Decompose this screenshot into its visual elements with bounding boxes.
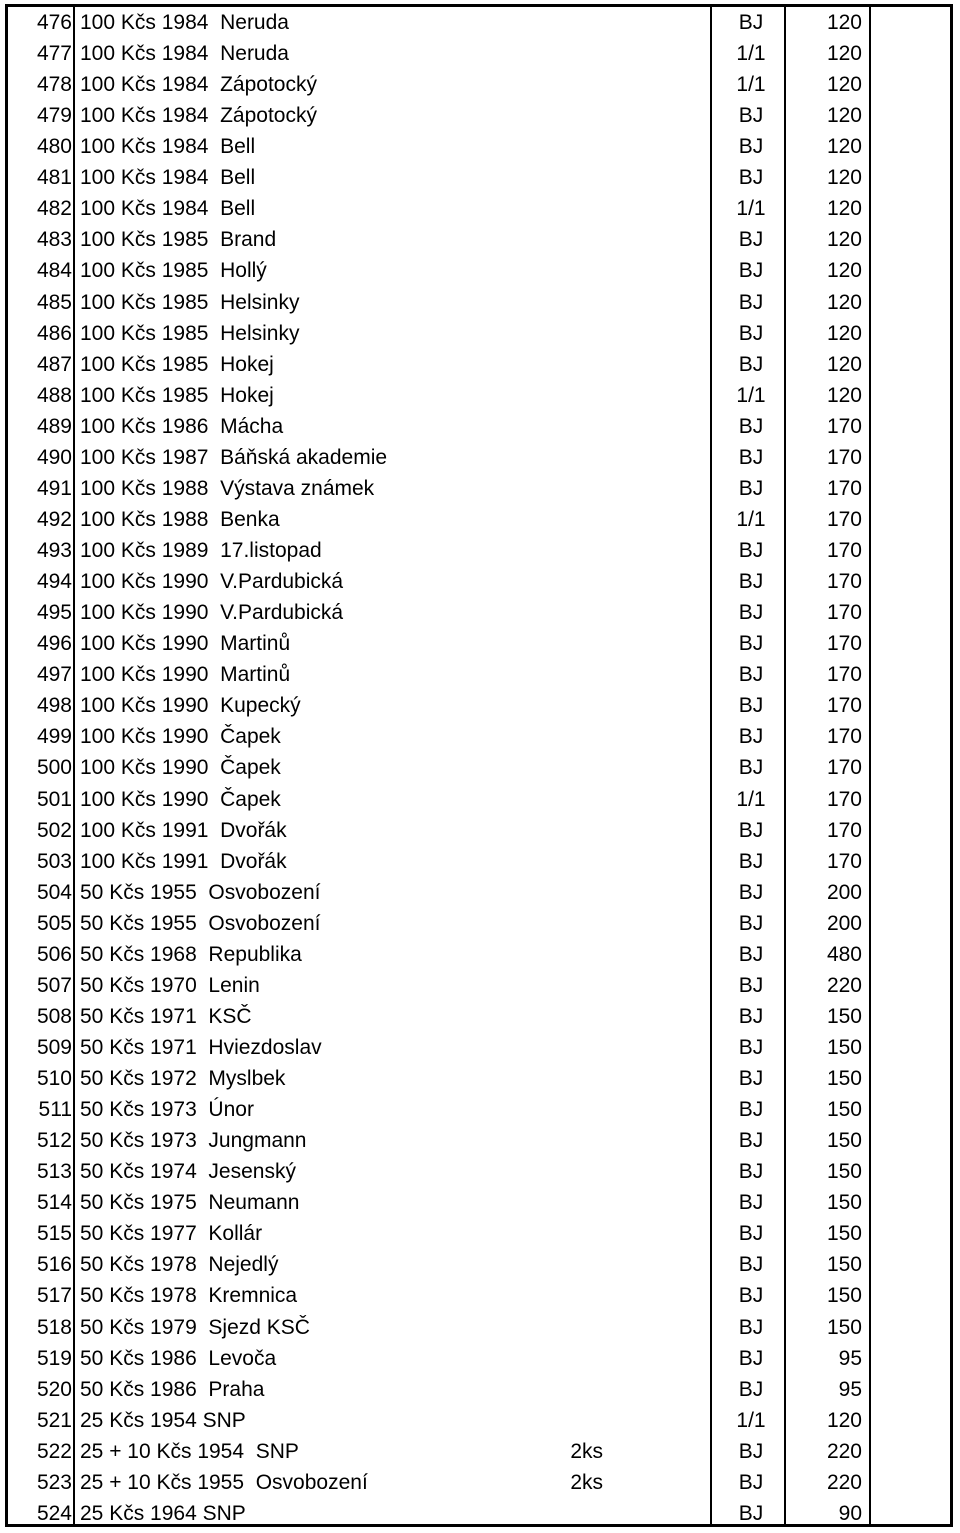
item-number: 512 bbox=[36, 1129, 72, 1153]
item-condition: BJ bbox=[738, 1222, 764, 1246]
item-description: 100 Kčs 1984 Neruda bbox=[80, 11, 289, 34]
item-number: 522 bbox=[36, 1439, 72, 1463]
item-description: 100 Kčs 1989 17.listopad bbox=[80, 539, 322, 563]
item-description: 100 Kčs 1984 Zápotocký bbox=[80, 73, 317, 97]
item-price: 150 bbox=[826, 1160, 862, 1184]
item-condition: 1/1 bbox=[736, 197, 766, 221]
table-row bbox=[8, 1218, 950, 1249]
table-row bbox=[8, 721, 950, 752]
item-price: 120 bbox=[826, 197, 862, 221]
table-row bbox=[8, 1467, 950, 1498]
item-condition: BJ bbox=[738, 414, 764, 438]
item-price: 120 bbox=[826, 166, 862, 190]
item-condition: BJ bbox=[738, 756, 764, 780]
table-row bbox=[8, 597, 950, 628]
item-number: 493 bbox=[36, 539, 72, 563]
item-description: 100 Kčs 1990 Kupecký bbox=[80, 694, 301, 718]
item-condition: BJ bbox=[738, 1004, 764, 1028]
item-description: 50 Kčs 1975 Neumann bbox=[80, 1191, 300, 1215]
item-number: 480 bbox=[36, 135, 72, 159]
table-row bbox=[8, 1001, 950, 1032]
table-row bbox=[8, 535, 950, 566]
table-row bbox=[8, 287, 950, 318]
item-price: 170 bbox=[826, 694, 862, 718]
item-number: 503 bbox=[36, 849, 72, 873]
table-row bbox=[8, 1405, 950, 1436]
item-price: 150 bbox=[826, 1222, 862, 1246]
item-condition: BJ bbox=[738, 942, 764, 966]
item-price: 150 bbox=[826, 1191, 862, 1215]
item-price: 150 bbox=[826, 1098, 862, 1122]
item-condition: BJ bbox=[738, 1439, 764, 1463]
item-description: 100 Kčs 1986 Mácha bbox=[80, 414, 284, 438]
item-condition: 1/1 bbox=[736, 507, 766, 531]
table-row bbox=[8, 349, 950, 380]
item-condition: BJ bbox=[738, 1067, 764, 1091]
item-description: 25 Kčs 1954 SNP bbox=[80, 1408, 246, 1432]
item-number: 502 bbox=[36, 818, 72, 842]
table-row bbox=[8, 877, 950, 908]
item-condition: BJ bbox=[738, 445, 764, 469]
item-condition: BJ bbox=[738, 663, 764, 687]
item-condition: 1/1 bbox=[736, 73, 766, 97]
table-row bbox=[8, 1187, 950, 1218]
item-description: 50 Kčs 1978 Kremnica bbox=[80, 1284, 298, 1308]
item-condition: BJ bbox=[738, 1098, 764, 1122]
item-number: 515 bbox=[36, 1222, 72, 1246]
table-row bbox=[8, 318, 950, 349]
item-condition: 1/1 bbox=[736, 787, 766, 811]
item-description: 50 Kčs 1973 Jungmann bbox=[80, 1129, 307, 1153]
item-price: 120 bbox=[826, 321, 862, 345]
item-description: 100 Kčs 1990 Čapek bbox=[80, 756, 281, 780]
item-price: 170 bbox=[826, 787, 862, 811]
item-description: 100 Kčs 1988 Výstava známek bbox=[80, 476, 375, 500]
item-description: 100 Kčs 1985 Brand bbox=[80, 228, 277, 252]
item-number: 487 bbox=[36, 352, 72, 376]
item-condition: BJ bbox=[738, 321, 764, 345]
item-number: 479 bbox=[36, 104, 72, 128]
item-price: 150 bbox=[826, 1315, 862, 1339]
table-row bbox=[8, 1094, 950, 1125]
item-number: 506 bbox=[36, 942, 72, 966]
item-condition: BJ bbox=[738, 166, 764, 190]
item-description: 100 Kčs 1984 Bell bbox=[80, 135, 256, 159]
item-number: 509 bbox=[36, 1035, 72, 1059]
table-row bbox=[8, 784, 950, 815]
item-description: 100 Kčs 1988 Benka bbox=[80, 507, 280, 531]
item-description: 100 Kčs 1990 V.Pardubická bbox=[80, 570, 344, 594]
item-description: 100 Kčs 1990 Čapek bbox=[80, 787, 281, 811]
table-row bbox=[8, 908, 950, 939]
item-description: 100 Kčs 1990 V.Pardubická bbox=[80, 601, 344, 625]
table-row bbox=[8, 846, 950, 877]
item-number: 478 bbox=[36, 73, 72, 97]
item-price: 170 bbox=[826, 476, 862, 500]
table-row bbox=[8, 193, 950, 224]
item-number: 491 bbox=[36, 476, 72, 500]
item-number: 484 bbox=[36, 259, 72, 283]
item-description: 100 Kčs 1984 Bell bbox=[80, 166, 256, 190]
table-row bbox=[8, 659, 950, 690]
item-number: 507 bbox=[36, 973, 72, 997]
item-condition: BJ bbox=[738, 476, 764, 500]
item-price: 120 bbox=[826, 11, 862, 34]
item-description: 100 Kčs 1985 Hollý bbox=[80, 259, 267, 283]
item-number: 477 bbox=[36, 42, 72, 66]
item-description: 50 Kčs 1974 Jesenský bbox=[80, 1160, 296, 1184]
item-price: 150 bbox=[826, 1129, 862, 1153]
table-row bbox=[8, 224, 950, 255]
item-description: 100 Kčs 1991 Dvořák bbox=[80, 818, 287, 842]
table-row bbox=[8, 504, 950, 535]
item-price: 150 bbox=[826, 1035, 862, 1059]
item-price: 220 bbox=[826, 973, 862, 997]
item-description: 100 Kčs 1990 Martinů bbox=[80, 632, 291, 656]
item-number: 483 bbox=[36, 228, 72, 252]
item-price: 120 bbox=[826, 290, 862, 314]
item-condition: BJ bbox=[738, 1470, 764, 1494]
item-price: 120 bbox=[826, 383, 862, 407]
item-price: 170 bbox=[826, 414, 862, 438]
item-price: 170 bbox=[826, 539, 862, 563]
item-price: 150 bbox=[826, 1253, 862, 1277]
item-number: 494 bbox=[36, 570, 72, 594]
item-number: 500 bbox=[36, 756, 72, 780]
item-description: 100 Kčs 1991 Dvořák bbox=[80, 849, 287, 873]
item-price: 170 bbox=[826, 756, 862, 780]
item-price: 150 bbox=[826, 1004, 862, 1028]
table-row bbox=[8, 380, 950, 411]
item-number: 486 bbox=[36, 321, 72, 345]
item-number: 518 bbox=[36, 1315, 72, 1339]
table-row bbox=[8, 752, 950, 783]
item-price: 170 bbox=[826, 849, 862, 873]
item-number: 514 bbox=[36, 1191, 72, 1215]
item-price: 220 bbox=[826, 1470, 862, 1494]
table-row bbox=[8, 690, 950, 721]
item-number: 523 bbox=[36, 1470, 72, 1494]
item-number: 513 bbox=[36, 1160, 72, 1184]
item-description: 50 Kčs 1977 Kollár bbox=[80, 1222, 263, 1246]
item-condition: BJ bbox=[738, 570, 764, 594]
item-number: 510 bbox=[36, 1067, 72, 1091]
item-number: 496 bbox=[36, 632, 72, 656]
item-price: 170 bbox=[826, 725, 862, 749]
item-number: 490 bbox=[36, 445, 72, 469]
table-row bbox=[8, 1032, 950, 1063]
item-quantity: 2ks bbox=[570, 1470, 603, 1494]
item-description: 50 Kčs 1970 Lenin bbox=[80, 973, 260, 997]
item-condition: BJ bbox=[738, 1501, 764, 1525]
item-condition: BJ bbox=[738, 973, 764, 997]
item-condition: BJ bbox=[738, 228, 764, 252]
item-price: 120 bbox=[826, 42, 862, 66]
item-number: 489 bbox=[36, 414, 72, 438]
table-row bbox=[8, 131, 950, 162]
table-row bbox=[8, 162, 950, 193]
item-description: 25 Kčs 1964 SNP bbox=[80, 1501, 246, 1525]
item-number: 519 bbox=[36, 1346, 72, 1370]
item-number: 501 bbox=[36, 787, 72, 811]
item-condition: BJ bbox=[738, 352, 764, 376]
item-description: 100 Kčs 1985 Hokej bbox=[80, 352, 274, 376]
item-price: 120 bbox=[826, 1408, 862, 1432]
item-condition: BJ bbox=[738, 818, 764, 842]
item-condition: BJ bbox=[738, 1129, 764, 1153]
item-description: 100 Kčs 1990 Martinů bbox=[80, 663, 291, 687]
item-number: 498 bbox=[36, 694, 72, 718]
table-row bbox=[8, 1063, 950, 1094]
item-number: 524 bbox=[36, 1501, 72, 1525]
item-price: 120 bbox=[826, 104, 862, 128]
item-number: 476 bbox=[36, 11, 72, 34]
price-list-table bbox=[5, 4, 953, 1527]
item-description: 50 Kčs 1971 KSČ bbox=[80, 1004, 252, 1028]
item-description: 50 Kčs 1955 Osvobození bbox=[80, 880, 321, 904]
item-description: 50 Kčs 1971 Hviezdoslav bbox=[80, 1035, 322, 1059]
item-condition: BJ bbox=[738, 1191, 764, 1215]
item-description: 25 + 10 Kčs 1954 SNP bbox=[80, 1439, 299, 1463]
item-price: 170 bbox=[826, 507, 862, 531]
item-number: 499 bbox=[36, 725, 72, 749]
table-row bbox=[8, 1249, 950, 1280]
item-price: 120 bbox=[826, 259, 862, 283]
item-condition: BJ bbox=[738, 1160, 764, 1184]
item-number: 520 bbox=[36, 1377, 72, 1401]
item-description: 100 Kčs 1984 Zápotocký bbox=[80, 104, 317, 128]
item-description: 100 Kčs 1984 Neruda bbox=[80, 42, 289, 66]
item-condition: 1/1 bbox=[736, 383, 766, 407]
item-condition: BJ bbox=[738, 725, 764, 749]
item-condition: BJ bbox=[738, 104, 764, 128]
item-description: 50 Kčs 1972 Myslbek bbox=[80, 1067, 286, 1091]
item-price: 170 bbox=[826, 818, 862, 842]
item-number: 504 bbox=[36, 880, 72, 904]
table-row bbox=[8, 1374, 950, 1405]
item-price: 200 bbox=[826, 880, 862, 904]
table-row bbox=[8, 815, 950, 846]
item-description: 100 Kčs 1984 Bell bbox=[80, 197, 256, 221]
table-row bbox=[8, 411, 950, 442]
item-number: 485 bbox=[36, 290, 72, 314]
item-number: 516 bbox=[36, 1253, 72, 1277]
table-row bbox=[8, 442, 950, 473]
table-row bbox=[8, 1312, 950, 1343]
item-number: 505 bbox=[36, 911, 72, 935]
item-condition: BJ bbox=[738, 1377, 764, 1401]
table-row bbox=[8, 1125, 950, 1156]
item-number: 482 bbox=[36, 197, 72, 221]
item-description: 100 Kčs 1990 Čapek bbox=[80, 725, 281, 749]
item-price: 120 bbox=[826, 228, 862, 252]
item-description: 50 Kčs 1986 Levoča bbox=[80, 1346, 277, 1370]
item-number: 488 bbox=[36, 383, 72, 407]
item-description: 50 Kčs 1979 Sjezd KSČ bbox=[80, 1315, 310, 1339]
item-condition: BJ bbox=[738, 11, 764, 34]
item-number: 497 bbox=[36, 663, 72, 687]
table-row bbox=[8, 100, 950, 131]
item-price: 95 bbox=[838, 1346, 862, 1370]
item-condition: BJ bbox=[738, 849, 764, 873]
table-row bbox=[8, 939, 950, 970]
item-condition: BJ bbox=[738, 1346, 764, 1370]
table-row bbox=[8, 1280, 950, 1311]
item-condition: BJ bbox=[738, 632, 764, 656]
item-number: 508 bbox=[36, 1004, 72, 1028]
item-condition: BJ bbox=[738, 1284, 764, 1308]
table-row bbox=[8, 1343, 950, 1374]
table-row bbox=[8, 1498, 950, 1529]
item-description: 100 Kčs 1987 Báňská akademie bbox=[80, 445, 388, 469]
table-row bbox=[8, 970, 950, 1001]
item-condition: BJ bbox=[738, 539, 764, 563]
item-number: 492 bbox=[36, 507, 72, 531]
table-row bbox=[8, 7, 950, 38]
item-condition: BJ bbox=[738, 259, 764, 283]
item-price: 170 bbox=[826, 632, 862, 656]
item-price: 480 bbox=[826, 942, 862, 966]
item-price: 90 bbox=[838, 1501, 862, 1525]
item-condition: BJ bbox=[738, 601, 764, 625]
item-number: 511 bbox=[38, 1098, 72, 1122]
table-row bbox=[8, 1156, 950, 1187]
table-row bbox=[8, 1436, 950, 1467]
table-row bbox=[8, 69, 950, 100]
table-row bbox=[8, 38, 950, 69]
item-condition: BJ bbox=[738, 911, 764, 935]
item-description: 50 Kčs 1968 Republika bbox=[80, 942, 302, 966]
item-price: 170 bbox=[826, 663, 862, 687]
item-description: 100 Kčs 1985 Hokej bbox=[80, 383, 274, 407]
item-price: 120 bbox=[826, 352, 862, 376]
item-price: 150 bbox=[826, 1284, 862, 1308]
item-description: 50 Kčs 1978 Nejedlý bbox=[80, 1253, 279, 1277]
item-number: 495 bbox=[36, 601, 72, 625]
item-price: 95 bbox=[838, 1377, 862, 1401]
item-condition: 1/1 bbox=[736, 1408, 766, 1432]
item-quantity: 2ks bbox=[570, 1439, 603, 1463]
item-price: 150 bbox=[826, 1067, 862, 1091]
item-description: 25 + 10 Kčs 1955 Osvobození bbox=[80, 1470, 368, 1494]
item-description: 50 Kčs 1973 Únor bbox=[80, 1098, 254, 1122]
item-condition: BJ bbox=[738, 1253, 764, 1277]
table-row bbox=[8, 255, 950, 286]
item-price: 120 bbox=[826, 135, 862, 159]
item-price: 170 bbox=[826, 601, 862, 625]
item-description: 50 Kčs 1955 Osvobození bbox=[80, 911, 321, 935]
item-price: 170 bbox=[826, 445, 862, 469]
item-price: 220 bbox=[826, 1439, 862, 1463]
item-condition: BJ bbox=[738, 1035, 764, 1059]
item-description: 100 Kčs 1985 Helsinky bbox=[80, 290, 300, 314]
item-price: 200 bbox=[826, 911, 862, 935]
item-condition: BJ bbox=[738, 880, 764, 904]
item-description: 50 Kčs 1986 Praha bbox=[80, 1377, 265, 1401]
item-condition: BJ bbox=[738, 135, 764, 159]
item-number: 481 bbox=[36, 166, 72, 190]
table-row bbox=[8, 473, 950, 504]
table-row bbox=[8, 628, 950, 659]
item-condition: BJ bbox=[738, 694, 764, 718]
item-price: 170 bbox=[826, 570, 862, 594]
item-price: 120 bbox=[826, 73, 862, 97]
item-condition: BJ bbox=[738, 290, 764, 314]
item-description: 100 Kčs 1985 Helsinky bbox=[80, 321, 300, 345]
item-condition: BJ bbox=[738, 1315, 764, 1339]
item-number: 517 bbox=[36, 1284, 72, 1308]
item-number: 521 bbox=[36, 1408, 72, 1432]
table-row bbox=[8, 566, 950, 597]
item-condition: 1/1 bbox=[736, 42, 766, 66]
